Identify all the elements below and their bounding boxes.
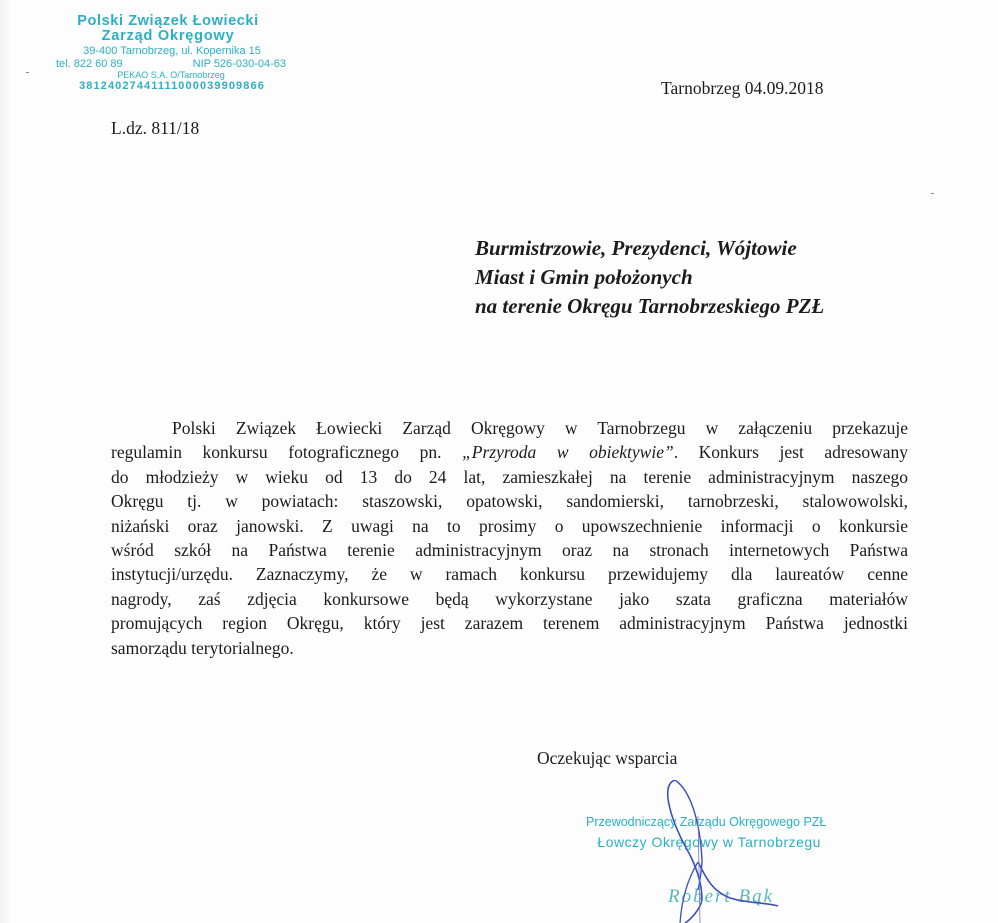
stamp-bank: PEKAO S.A. O/Tarnobrzeg — [117, 70, 225, 80]
body-line: nagrody, zaś zdjęcia konkursowe będą wykorzystane jako szata graficzna materiałów — [111, 588, 908, 609]
body-line: do młodzieży w wieku od 13 do 24 lat, zamieszkałej na terenie administracyjnym naszego — [111, 466, 908, 487]
recipient-block — [475, 234, 824, 321]
recipient-line: na terenie Okręgu Tarnobrzeskiego PZŁ — [475, 294, 825, 318]
closing-phrase: Oczekując wsparcia — [537, 748, 678, 768]
stamp-account: 38124027441111000039909866 — [79, 80, 265, 92]
body-text-segment: regulamin konkursu fotograficznego pn. — [111, 442, 463, 463]
recipient-line: Miast i Gmin położonych — [475, 265, 693, 289]
body-line: wśród szkół na Państwa terenie administracyjnym oraz na stronach internetowych Państwa — [111, 540, 908, 561]
scan-speck — [26, 72, 29, 73]
body-line: niżański oraz janowski. Z uwagi na to prosimy o upowszechnienie informacji o konkursie — [111, 515, 908, 536]
handwritten-signature — [640, 780, 800, 923]
stamp-phone: tel. 822 60 89 — [56, 58, 123, 70]
place-date: Tarnobrzeg 04.09.2018 — [661, 78, 824, 98]
stamp-board: Zarząd Okręgowy — [101, 27, 235, 44]
signatory-role-2: Łowczy Okręgowy w Tarnobrzegu — [597, 833, 821, 850]
body-line: samorządu terytorialnego. — [111, 637, 294, 658]
body-line: Polski Związek Łowiecki Zarząd Okręgowy w Tarnobrzegu w załączeniu przekazuje — [172, 418, 908, 438]
scan-speck — [931, 193, 934, 194]
body-line — [111, 440, 908, 464]
reference-number: L.dz. 811/18 — [111, 118, 200, 138]
recipient-line: Burmistrzowie, Prezydenci, Wójtowie — [475, 236, 797, 260]
body-line: promujących region Okręgu, który jest zarazem terenem administracyjnym Państwa jednostki — [111, 613, 908, 634]
signature-stroke — [668, 780, 702, 923]
scan-edge — [0, 0, 10, 923]
body-text-segment: . Konkurs jest adresowany — [673, 442, 908, 463]
letter-body — [111, 416, 908, 660]
signatory-name: Robert Bąk — [668, 886, 775, 907]
stamp-address: 39-400 Tarnobrzeg, ul. Kopernika 15 — [83, 45, 261, 57]
signatory-role-1: Przewodniczący Zarządu Okręgowego PZŁ — [586, 815, 827, 829]
stamp-contact-row — [48, 59, 288, 70]
organization-stamp — [48, 12, 288, 92]
body-line: Okręgu tj. w powiatach: staszowski, opatowski, sandomierski, tarnobrzeski, stalowowolski, — [111, 491, 908, 512]
body-line: instytucji/urzędu. Zaznaczymy, że w ramach konkursu przewidujemy dla laureatów cenne — [111, 564, 908, 585]
stamp-organization: Polski Związek Łowiecki — [77, 13, 259, 29]
signature-stroke — [698, 862, 778, 906]
stamp-nip: NIP 526-030-04-63 — [192, 58, 286, 70]
contest-title: „Przyroda w obiektywie” — [462, 442, 674, 463]
